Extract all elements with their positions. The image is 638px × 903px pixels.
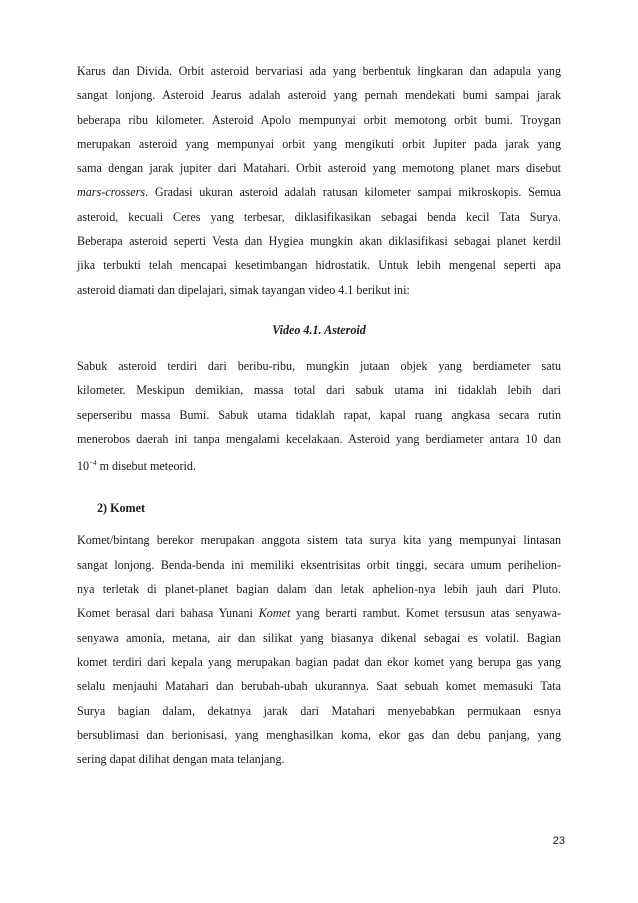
italic-term: Komet — [258, 606, 291, 621]
text-line — [77, 601, 561, 625]
text-segment: yang berarti rambut. Komet tersusun atas senyawa- — [290, 606, 562, 621]
paragraph-comets — [77, 528, 561, 771]
text-line: jika terbukti telah mencapai kesetimbangan hidrostatik. Untuk lebih mengenal seperti apa — [77, 258, 561, 273]
section-heading: 2) Komet — [97, 501, 146, 516]
text-line: sering dapat dilihat dengan mata telanjang. — [77, 752, 285, 767]
text-line: menerobos daerah ini tanpa mengalami kecelakaan. Asteroid yang berdiameter antara 10 dan — [77, 431, 561, 446]
paragraph-asteroid-belt — [77, 354, 561, 478]
exponent: −4 — [89, 459, 97, 468]
text-line: sangat lonjong. Benda-benda ini memiliki eksentrisitas orbit tinggi, secara umum perihelion- — [77, 557, 561, 572]
video-caption: Video 4.1. Asteroid — [272, 322, 366, 337]
text-segment: 10 — [77, 459, 90, 474]
text-segment: . Gradasi ukuran asteroid adalah ratusan kilometer sampai mikroskopis. Semua — [145, 185, 561, 200]
text-line: Karus dan Divida. Orbit asteroid bervariasi ada yang berbentuk lingkaran dan adapula yang — [77, 64, 561, 78]
text-line — [77, 451, 561, 478]
text-segment: m disebut meteorid. — [96, 459, 196, 474]
text-line: kilometer. Meskipun demikian, massa total dari sabuk utama ini tidaklah lebih dari — [77, 383, 561, 398]
text-line: Sabuk asteroid terdiri dari beribu-ribu, mungkin jutaan objek yang berdiameter satu — [77, 358, 561, 373]
text-line: asteroid, kecuali Ceres yang terbesar, diklasifikasikan sebagai benda kecil Tata Surya. — [77, 209, 561, 224]
text-line: Surya bagian dalam, dekatnya jarak dari Matahari menyebabkan permukaan esnya — [77, 703, 561, 718]
text-line: bersublimasi dan berionisasi, yang menghasilkan koma, ekor gas dan debu panjang, yang — [77, 727, 561, 742]
text-line: seperseribu massa Bumi. Sabuk utama tidaklah rapat, kapal ruang angkasa secara rutin — [77, 407, 561, 422]
text-line: merupakan asteroid yang mempunyai orbit yang mengikuti orbit Jupiter pada jarak yang — [77, 136, 561, 151]
text-line: senyawa amonia, metana, air dan silikat yang biasanya dikenal sebagai es volatil. Bagian — [77, 630, 561, 645]
paragraph-asteroid-orbits — [77, 59, 561, 302]
text-line: selalu menjauhi Matahari dan berubah-ubah ukurannya. Saat sebuah komet memasuki Tata — [77, 679, 561, 694]
document-page — [77, 59, 561, 771]
text-segment: Komet berasal dari bahasa Yunani — [77, 606, 259, 621]
italic-term: mars-crossers — [77, 185, 146, 200]
text-line: sama dengan jarak jupiter dari Matahari. Orbit asteroid yang memotong planet mars disebut — [77, 161, 561, 176]
text-line: nya terletak di planet-planet bagian dalam dan letak aphelion-nya lebih jauh dari Pluto. — [77, 582, 561, 597]
text-line: komet terdiri dari kepala yang merupakan bagian padat dan ekor komet yang berupa gas yang — [77, 654, 561, 669]
text-line: beberapa ribu kilometer. Asteroid Apolo mempunyai orbit memotong orbit bumi. Troygan — [77, 112, 561, 127]
text-line — [77, 180, 561, 204]
text-line: sangat lonjong. Asteroid Jearus adalah asteroid yang pernah mendekati bumi sampai jarak — [77, 88, 561, 103]
text-line: Beberapa asteroid seperti Vesta dan Hygiea mungkin akan diklasifikasi sebagai planet kerdil — [77, 234, 561, 249]
text-line: Komet/bintang berekor merupakan anggota sistem tata surya kita yang mempunyai lintasan — [77, 533, 561, 548]
page-number: 23 — [552, 835, 565, 847]
text-line: asteroid diamati dan dipelajari, simak tayangan video 4.1 berikut ini: — [77, 282, 410, 297]
